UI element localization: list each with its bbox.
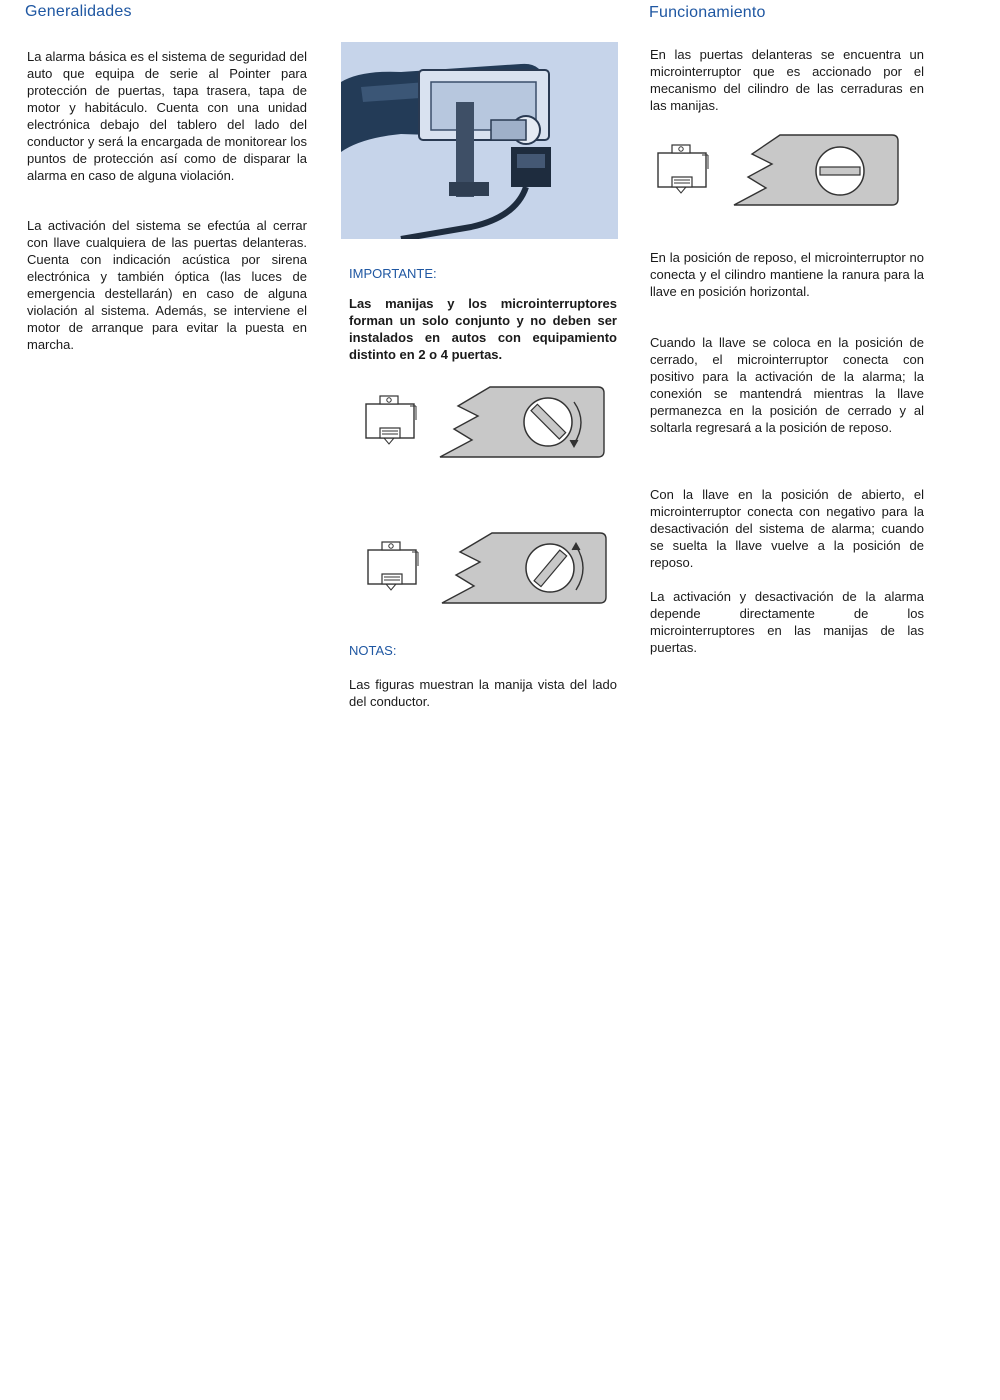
heading-generalidades: Generalidades [25,3,132,20]
paragraph-funcionamiento-intro: En las puertas delanteras se encuentra un microinterruptor que es accionado por el mecanismo del cilindro de las cerraduras en las manijas. [650,47,924,113]
important-label: IMPORTANTE: [349,266,437,281]
notes-text: Las figuras muestran la manija vista del lado del conductor. [349,677,617,709]
notes-label: NOTAS: [349,643,397,658]
heading-funcionamiento: Funcionamiento [649,4,766,21]
door-handle-photo [341,42,618,239]
paragraph-generalidades-2: La activación del sistema se efectúa al cerrar con llave cualquiera de las puertas delanteras. Cuenta con indicación acústica por sirena electrónica y también óptica (las luces de emergencia destellarán) en caso de alguna violación al sistema. Además, se interviene el motor de arranque para evitar la puesta en marcha. [27,218,307,352]
important-text: Las manijas y los microinterruptores forman un solo conjunto y no deben ser instalados en autos con equipamiento distinto en 2 o 4 puertas. [349,296,617,362]
paragraph-funcionamiento-cerrado: Cuando la llave se coloca en la posición de cerrado, el microinterruptor conecta con positivo para la activación de la alarma; la conexión se mantendrá mientras la llave permanezca en la posición de cerrado y al soltarla regresará a la posición de reposo. [650,335,924,435]
paragraph-funcionamiento-reposo: En la posición de reposo, el microinterruptor no conecta y el cilindro mantiene la ranura para la llave en posición horizontal. [650,250,924,299]
lock-cylinder-opening-icon [364,530,608,606]
paragraph-funcionamiento-resumen: La activación y desactivación de la alarma depende directamente de los microinterruptores en las manijas de las puertas. [650,589,924,655]
paragraph-generalidades-1: La alarma básica es el sistema de seguridad del auto que equipa de serie al Pointer para protección de puertas, tapa trasera, tapa de motor y habitáculo. Cuenta con una unidad electrónica debajo del tablero del lado del conductor y será la encargada de monitorear los puntos de protección así como de disparar la alarma en caso de alguna violación. [27,49,307,183]
lock-cylinder-closing-icon [362,384,606,460]
lock-cylinder-rest-icon [654,133,900,209]
paragraph-funcionamiento-abierto: Con la llave en la posición de abierto, el microinterruptor conecta con negativo para la desactivación del sistema de alarma; cuando se suelta la llave vuelve a la posición de reposo. [650,487,924,570]
